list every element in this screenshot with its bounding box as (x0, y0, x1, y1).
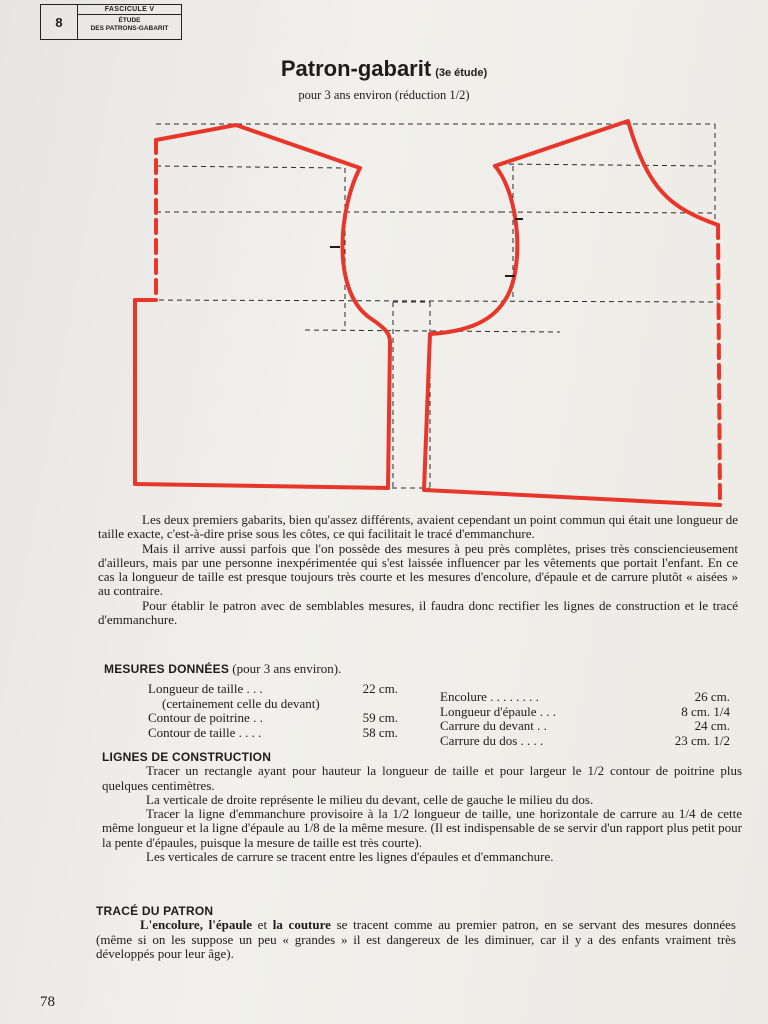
page-number: 78 (40, 994, 55, 1010)
intro-paragraph-3: Pour établir le patron avec de semblables mesures, il faudra donc rectifier les lignes de construction et le tracé d'emmanchure. (98, 597, 738, 628)
mesure-row: Longueur de taille . . . 22 cm. (148, 681, 398, 696)
guide-armhole-line (150, 300, 718, 302)
intro-paragraph-1: Les deux premiers gabarits, bien qu'assez différents, avaient cependant un point commun qui était une longueur de taille exacte, c'est-à-dire prise sous les côtes, ce qui facilitait le tracé d'emmanchure. (98, 512, 738, 542)
trace-paragraph: L'encolure, l'épaule et la couture se tracent comme au premier patron, en se servant des mesures données (même si on les suppose un peu « grandes » il est dangereux de les diminuer, car il y a des enfants vraiment très développés pour leur âge). (96, 917, 736, 961)
intro-text (98, 513, 738, 627)
devant-shoulder-neck (495, 121, 718, 225)
lignes-paragraph-1: Tracer un rectangle ayant pour hauteur la longueur de taille et pour largeur le 1/2 contour de poitrine plus quelques centimètres. (102, 763, 742, 793)
mesures-heading-note: (pour 3 ans environ). (232, 661, 342, 676)
title-note: (3e étude) (435, 67, 488, 79)
title-main: Patron-gabarit (280, 56, 432, 81)
etude-label: ÉTUDE (118, 17, 141, 24)
title-subtitle: pour 3 ans environ (réduction 1/2) (298, 88, 470, 102)
guide-lower-short (305, 330, 560, 332)
notch-marks (330, 219, 523, 276)
mesure-row: Longueur d'épaule . . . 8 cm. 1/4 (440, 703, 730, 719)
mesure-row: Carrure du dos . . . . 23 cm. 1/2 (440, 732, 730, 748)
devant-armhole-curve (424, 166, 720, 505)
mesure-row: Encolure . . . . . . . . 26 cm. (440, 689, 730, 704)
dos-left-edge (135, 300, 388, 488)
lignes-paragraph-4: Les verticales de carrure se tracent entre les lignes d'épaules et d'emmanchure. (146, 849, 554, 865)
lignes-heading: LIGNES DE CONSTRUCTION (102, 750, 272, 764)
mesure-row: Carrure du devant . . 24 cm. (440, 718, 730, 733)
chapter-number: 8 (41, 5, 78, 39)
mesure-row: (certainement celle du devant) (162, 695, 320, 711)
lignes-paragraph-2: La verticale de droite représente le milieu du devant, celle de gauche le milieu du dos. (146, 791, 594, 807)
fascicule-label: FASCICULE V (78, 5, 181, 15)
devant-center-dashed (718, 225, 720, 505)
mesures-left-column (148, 682, 398, 740)
mesure-row: Contour de taille . . . . 58 cm. (148, 724, 398, 740)
dos-armhole-curve (156, 125, 390, 488)
mesures-heading-title: MESURES DONNÉES (104, 662, 230, 676)
trace-heading: TRACÉ DU PATRON (96, 904, 214, 918)
etude-subject-label: DES PATRONS-GABARIT (90, 25, 169, 32)
intro-paragraph-2: Mais il arrive aussi parfois que l'on possède des mesures à peu près complètes, prises très consciencieusement d'ailleurs, mais par une personne inexpérimentée qui s'est laissée influencer par les vêtements que portait l'enfant. En ce cas la longueur de taille est presque toujours très courte et les mesures d'encolure, d'épaule et de carrure plutôt « aisées » au contraire. (98, 540, 738, 599)
mesures-heading (104, 662, 744, 676)
construction-guide-lines (150, 124, 718, 488)
mesure-row: Contour de poitrine . . 59 cm. (148, 710, 398, 725)
guide-shoulder-left (156, 166, 345, 168)
lignes-section (102, 750, 742, 864)
trace-section (96, 904, 736, 961)
mesures-right-column (440, 690, 730, 748)
guide-shoulder-right (500, 164, 715, 166)
pattern-red-lines (135, 121, 720, 505)
guide-carrure-right (500, 212, 715, 213)
lignes-paragraph-3: Tracer la ligne d'emmanchure provisoire à la 1/2 longueur de taille, une horizontale de carrure au 1/4 de cette même longueur et la ligne d'épaule au 1/8 de la même mesure. (Il est indispensable de se servir d'un rapport plus petit pour la pente d'épaules, puisque la mesure de taille est très courte). (102, 806, 742, 850)
